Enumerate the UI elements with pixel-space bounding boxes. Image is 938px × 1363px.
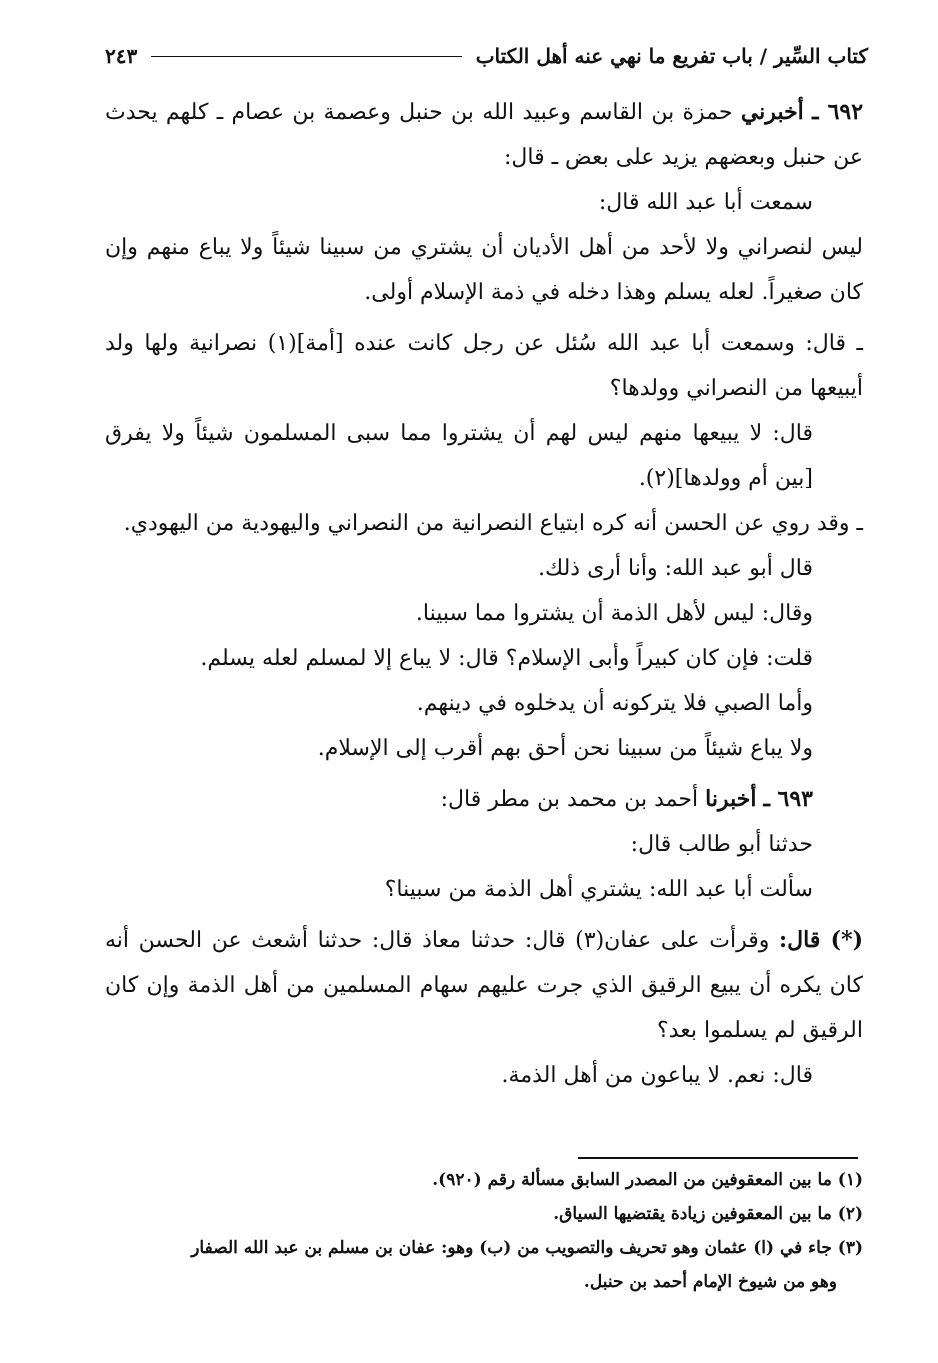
footnote-2: (٢) ما بين المعقوفين زيادة يقتضيها السياق. — [553, 1204, 863, 1224]
text-line: قال أبو عبد الله: وأنا أرى ذلك. — [538, 556, 813, 581]
footnote-1: (١) ما بين المعقوفين من المصدر السابق مسألة رقم (٩٢٠). — [432, 1170, 863, 1190]
starred-text: وقرأت على عفان(٣) قال: حدثنا معاذ قال: حدثنا أشعث عن الحسن أنه كان يكره أن يبيع الرقيق الذي جرت عليهم سهام المسلمين من أهل الذمة وإن كان الرقيق لم يسلموا بعد؟ — [105, 928, 863, 1043]
text-line: وأما الصبي فلا يتركونه أن يدخلوه في دينهم. — [416, 691, 813, 716]
text-line: ولا يباع شيئاً من سبينا نحن أحق بهم أقرب إلى الإسلام. — [317, 736, 813, 761]
running-header — [105, 36, 868, 76]
header-rule — [151, 56, 461, 57]
text-paragraph — [105, 918, 863, 1053]
entry-lead: أخبرنا — [705, 786, 757, 812]
text-paragraph: ـ وقد روي عن الحسن أنه كره ابتياع النصرانية من النصراني واليهودية من اليهودي. — [123, 511, 863, 536]
starred-lead: (*) قال: — [779, 927, 863, 953]
footnote-3: (٣) جاء في (ا) عثمان وهو تحريف والتصويب من (ب) وهو: عفان بن مسلم بن عبد الله الصفار — [191, 1238, 863, 1258]
footnote-separator — [578, 1157, 858, 1159]
text-line: حدثنا أبو طالب قال: — [630, 832, 813, 857]
entry-number: ٦٩٣ ـ — [763, 786, 813, 812]
text-paragraph: ـ قال: وسمعت أبا عبد الله سُئل عن رجل كانت عنده [أمة](١) نصرانية ولها ولد أيبيعها من النصراني وولدها؟ — [105, 331, 863, 401]
text-line: قال: نعم. لا يباعون من أهل الذمة. — [501, 1063, 813, 1088]
text-line: سألت أبا عبد الله: يشتري أهل الذمة من سبينا؟ — [384, 877, 813, 902]
entry-text: حمزة بن القاسم وعبيد الله بن حنبل وعصمة بن عصام ـ كلهم يحدث عن حنبل وبعضهم يزيد على بعض ـ قال: — [105, 100, 863, 170]
paragraph-692 — [105, 90, 863, 180]
entry-lead: أخبرني — [740, 99, 804, 125]
footnote-3-continued: وهو من شيوخ الإمام أحمد بن حنبل. — [583, 1272, 837, 1292]
chapter-title: كتاب السِّير / باب تفريع ما نهي عنه أهل الكتاب — [475, 44, 868, 68]
page-number: ٢٤٣ — [105, 44, 138, 68]
text-paragraph: ليس لنصراني ولا لأحد من أهل الأديان أن يشتري من سبينا شيئاً ولا يباع منهم وإن كان صغيراً. لعله يسلم وهذا دخله في ذمة الإسلام أولى. — [105, 235, 863, 305]
footnotes — [100, 1163, 863, 1299]
text-line: سمعت أبا عبد الله قال: — [598, 190, 813, 215]
text-line: قلت: فإن كان كبيراً وأبى الإسلام؟ قال: لا يباع إلا لمسلم لعله يسلم. — [200, 646, 813, 671]
text-line: وقال: ليس لأهل الذمة أن يشتروا مما سبينا. — [415, 601, 813, 626]
entry-number: ٦٩٢ ـ — [812, 99, 864, 125]
paragraph-693 — [105, 777, 863, 822]
text-paragraph: قال: لا يبيعها منهم ليس لهم أن يشتروا مما سبى المسلمون شيئاً ولا يفرق [بين أم وولدها](٢). — [105, 421, 813, 491]
entry-text: أحمد بن محمد بن مطر قال: — [440, 787, 706, 812]
main-text — [105, 90, 863, 1098]
